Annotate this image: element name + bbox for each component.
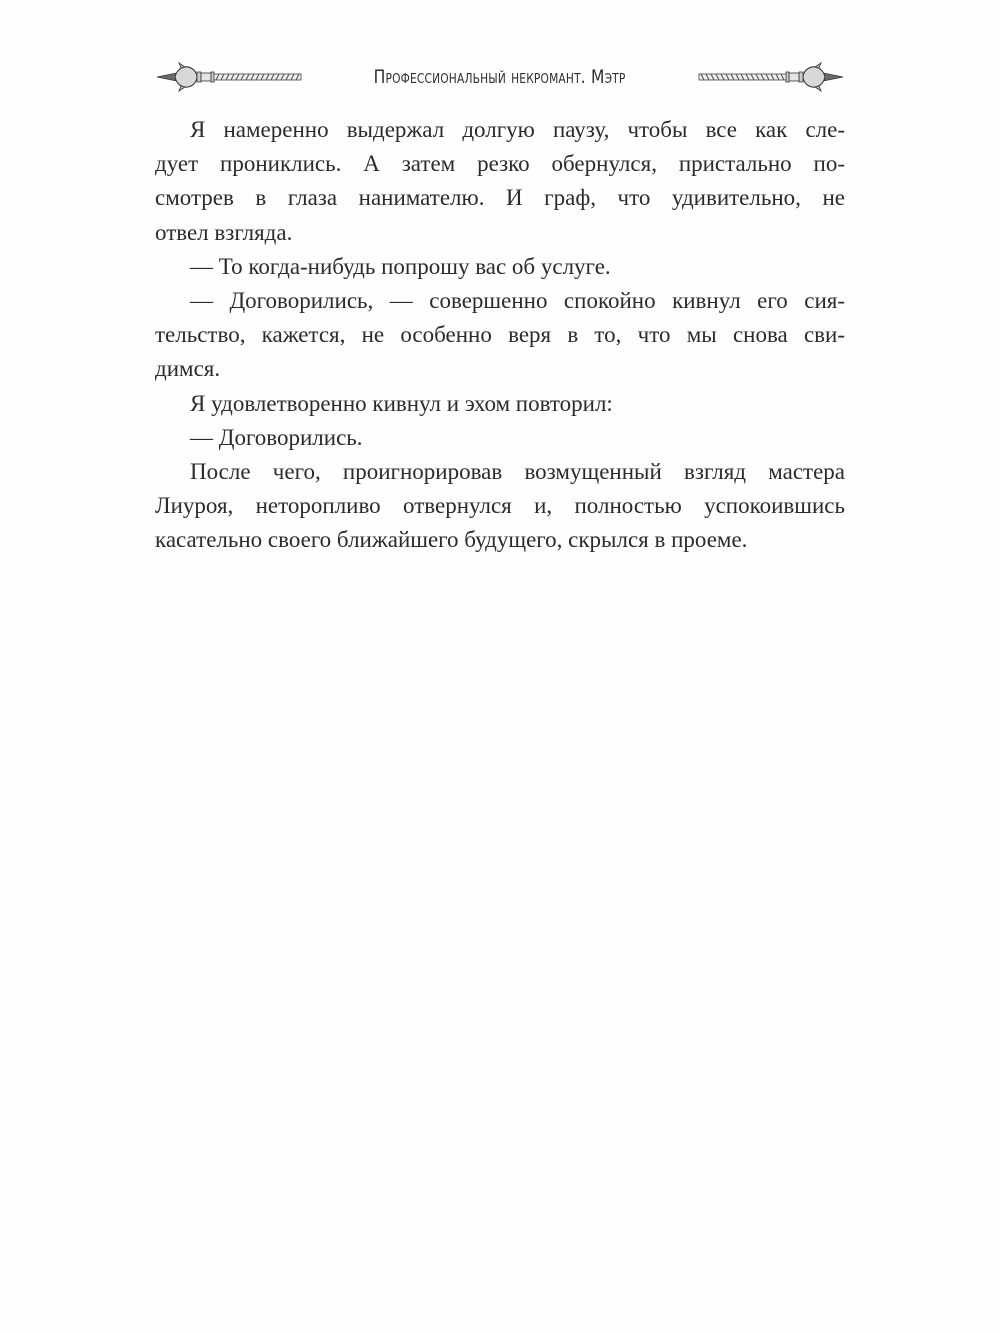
spear-ornament-left-icon: [155, 62, 303, 92]
text-line: После чего, проигнорировав возмущенный взгляд мастера: [190, 458, 845, 484]
dialogue-line: — Договорились.: [190, 424, 363, 450]
text-line: тельство, кажется, не особенно веря в то, что мы снова сви-: [155, 322, 845, 348]
text-line: дует прониклись. А затем резко обернулся, пристально по-: [155, 151, 845, 177]
body-text: [155, 113, 845, 557]
text-line: Я удовлетворенно кивнул и эхом повторил:: [190, 390, 613, 416]
dialogue-line: — То когда-нибудь попрошу вас об услуге.: [190, 253, 611, 279]
dialogue-line: — Договорились, — совершенно спокойно кивнул его сия-: [190, 287, 845, 313]
text-line: отвел взгляда.: [155, 219, 293, 245]
running-header: [155, 58, 845, 96]
text-line: смотрев в глаза нанимателю. И граф, что удивительно, не: [155, 185, 845, 211]
text-line: Я намеренно выдержал долгую паузу, чтобы все как сле-: [190, 117, 845, 142]
running-header-title: Профессиональный некромант. Мэтр: [374, 66, 626, 88]
text-line: касательно своего ближайшего будущего, скрылся в проеме.: [155, 527, 748, 553]
text-line: Лиуроя, неторопливо отвернулся и, полностью успокоившись: [155, 493, 845, 519]
spear-ornament-right-icon: [697, 62, 845, 92]
text-line: димся.: [155, 356, 221, 382]
